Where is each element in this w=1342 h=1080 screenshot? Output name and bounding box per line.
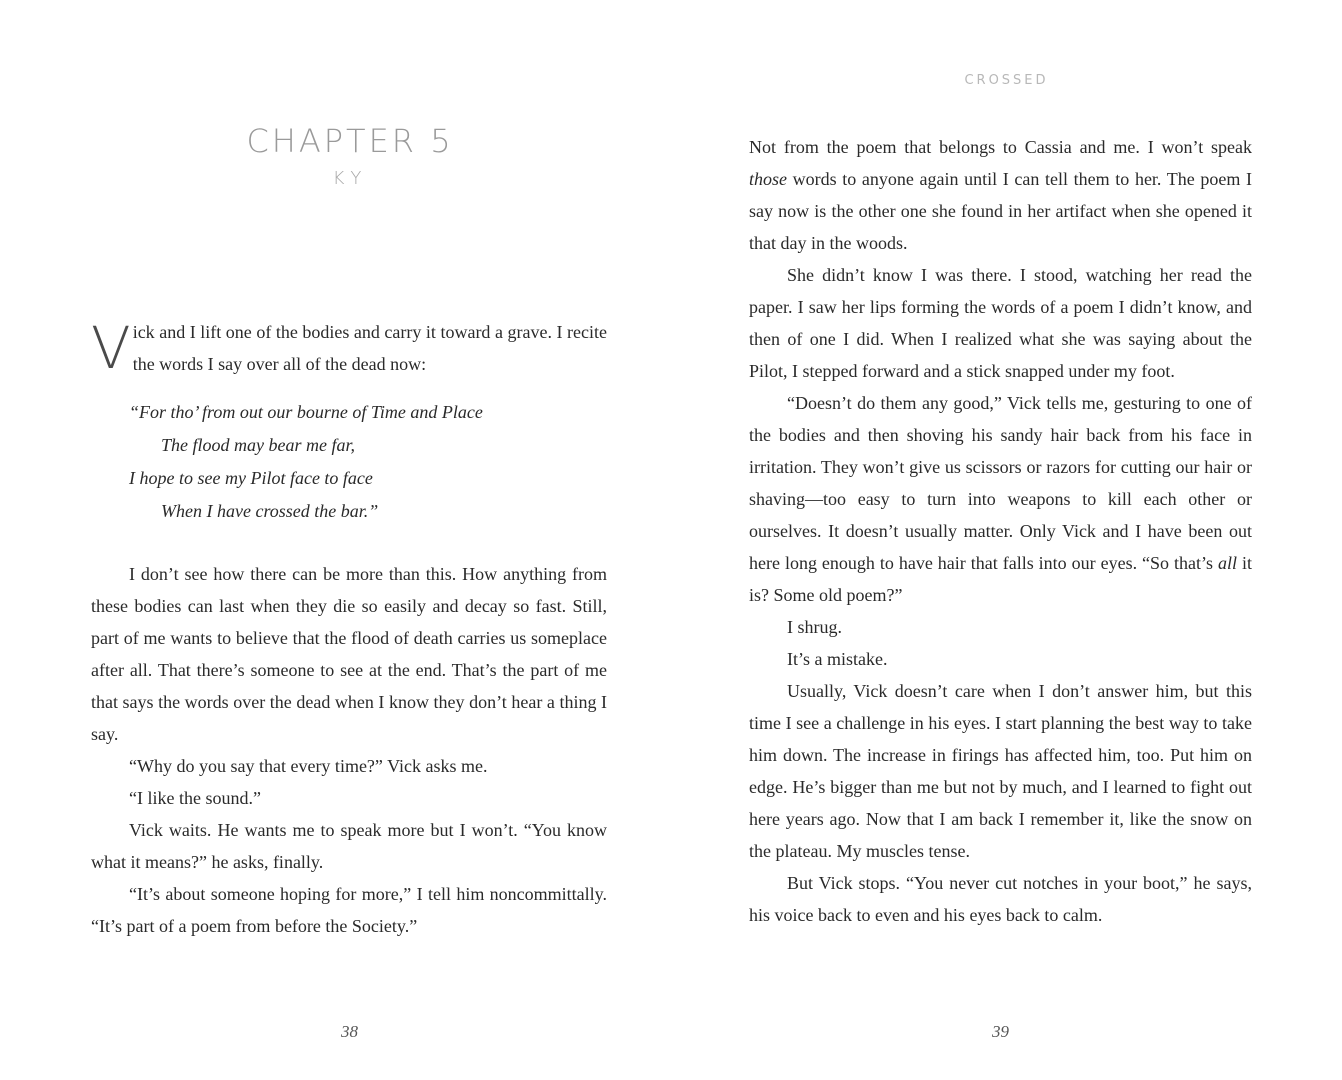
paragraph: It’s a mistake. (787, 649, 888, 669)
right-body-text (749, 131, 1252, 931)
paragraph-text: words to anyone again until I can tell them to her. The poem I say now is the other one she found in her artifact when she opened it that day in the woods. (749, 169, 1252, 253)
page-number: 39 (992, 1022, 1009, 1041)
paragraph-text: “Doesn’t do them any good,” Vick tells me, gesturing to one of the bodies and then shoving his sandy hair back from his face in irritation. They won’t give us scissors or razors for cutting our hair or shaving—too easy to turn into weapons to kill each other or ourselves. It doesn’t usually matter. Only Vick and I have been out here long enough to have hair that falls into our eyes. “So that’s (749, 393, 1252, 573)
paragraph: I don’t see how there can be more than this. How anything from these bodies can last when they die so easily and decay so fast. Still, part of me wants to believe that the flood of death carries us someplace after all. That there’s someone to see at the end. That’s the part of me that says the words over the dead when I know they don’t hear a thing I say. (91, 564, 607, 744)
chapter-subtitle: KY (332, 168, 368, 189)
emphasis-text: those (749, 169, 787, 189)
page-number: 38 (341, 1022, 358, 1041)
poem-line: When I have crossed the bar.” (161, 501, 379, 521)
poem-line: I hope to see my Pilot face to face (129, 468, 373, 488)
left-body-text (91, 316, 607, 942)
drop-cap: V (91, 314, 131, 382)
paragraph: “Why do you say that every time?” Vick asks me. (129, 756, 488, 776)
running-head: CROSSED (964, 73, 1049, 88)
opening-paragraph (91, 316, 607, 380)
emphasis-text: all (1218, 553, 1238, 573)
poem-excerpt (129, 396, 607, 528)
paragraph: “It’s about someone hoping for more,” I tell him noncommittally. “It’s part of a poem from before the Society.” (91, 884, 607, 936)
paragraph (749, 387, 1252, 611)
poem-line: The flood may bear me far, (161, 435, 355, 455)
paragraph: But Vick stops. “You never cut notches in your boot,” he says, his voice back to even and his eyes back to calm. (749, 873, 1252, 925)
paragraph: I shrug. (787, 617, 842, 637)
paragraph-text: it is? Some old poem?” (749, 553, 1252, 605)
poem-line: “For tho’ from out our bourne of Time and Place (129, 402, 483, 422)
paragraph: “I like the sound.” (129, 788, 261, 808)
paragraph (749, 131, 1252, 259)
paragraph: Usually, Vick doesn’t care when I don’t answer him, but this time I see a challenge in his eyes. I start planning the best way to take him down. The increase in firings has affected him, too. Put him on edge. He’s bigger than me but not by much, and I learned to fight out here years ago. Now that I am back I remember it, like the snow on the plateau. My muscles tense. (749, 681, 1252, 861)
paragraph: Vick waits. He wants me to speak more but I won’t. “You know what it means?” he asks, finally. (91, 820, 607, 872)
opening-paragraph-text: ick and I lift one of the bodies and carry it toward a grave. I recite the words I say over all of the dead now: (132, 322, 607, 374)
paragraph-text: Not from the poem that belongs to Cassia and me. I won’t speak (749, 137, 1252, 157)
paragraph: She didn’t know I was there. I stood, watching her read the paper. I saw her lips forming the words of a poem I didn’t know, and then of one I did. When I realized what she was saying about the Pilot, I stepped forward and a stick snapped under my foot. (749, 265, 1252, 381)
chapter-title: CHAPTER 5 (246, 122, 454, 160)
right-page (671, 0, 1342, 1080)
